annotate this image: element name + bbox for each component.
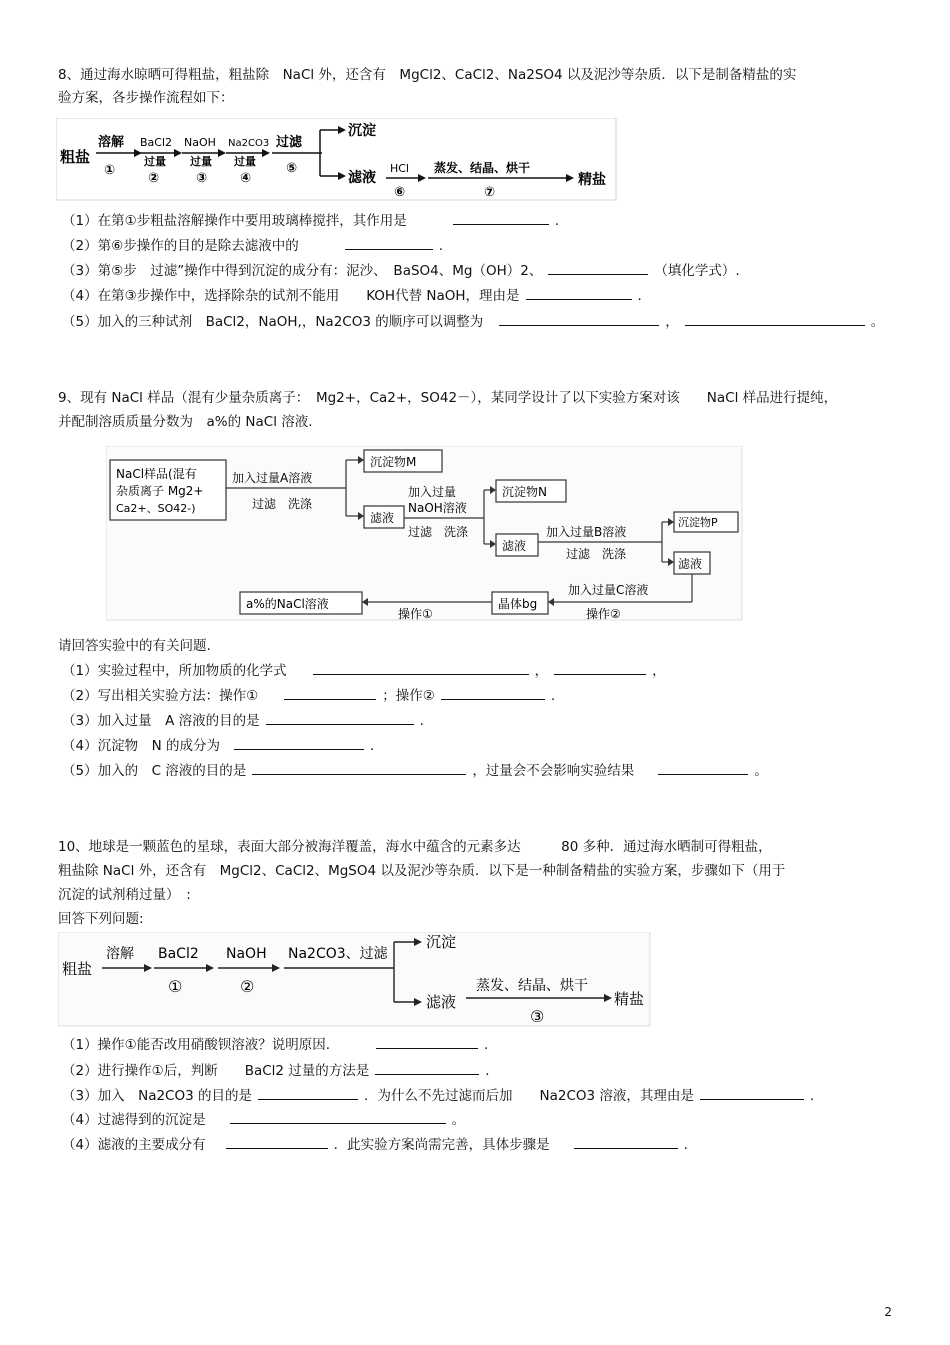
answer-blank[interactable] bbox=[375, 1062, 479, 1075]
flow-label: ④ bbox=[240, 171, 252, 186]
q9-item-3: （3）加入过量 A 溶液的目的是 . bbox=[62, 713, 424, 729]
q8-item-3: （3）第⑤步 过滤”操作中得到沉淀的成分有：泥沙、 BaSO4、Mg（OH）2、 （填化学式）. bbox=[62, 263, 740, 279]
q8-intro-line2: 验方案，各步操作流程如下： bbox=[58, 90, 234, 106]
flow-label: 操作② bbox=[586, 607, 621, 621]
flow-label: ⑤ bbox=[286, 161, 298, 176]
q9-intro-line1: 9、现有 NaCl 样品（混有少量杂质离子： Mg2+，Ca2+，SO42－），某同学设计了以下实验方案对该 NaCl 样品进行提纯， bbox=[58, 390, 838, 406]
q8-item-5: （5）加入的三种试剂 BaCl2，NaOH,，Na2CO3 的顺序可以调整为 ， 。 bbox=[62, 314, 885, 330]
q9-item-4: （4）沉淀物 N 的成分为 . bbox=[62, 738, 375, 754]
q8-item-2: （2）第⑥步操作的目的是除去滤液中的 . bbox=[62, 238, 443, 254]
flow-label: 滤液 bbox=[678, 557, 703, 571]
q8-item-1: （1）在第①步粗盐溶解操作中要用玻璃棒搅拌，其作用是 . bbox=[62, 213, 559, 229]
flow-label: Na2CO3 bbox=[228, 138, 270, 149]
q9-ask: 请回答实验中的有关问题. bbox=[58, 638, 211, 654]
flow-label: 过量 bbox=[144, 155, 166, 168]
q8-flow-precip: 沉淀 bbox=[348, 123, 376, 139]
flow-label: 蒸发、结晶、烘干 bbox=[434, 161, 531, 175]
answer-blank[interactable] bbox=[453, 212, 549, 225]
flow-label: Ca2+、SO42-) bbox=[116, 502, 196, 515]
flow-label: 滤液 bbox=[370, 511, 395, 525]
answer-blank[interactable] bbox=[700, 1087, 804, 1100]
q9-flow-precip-p: 沉淀物P bbox=[678, 516, 718, 529]
q9-flow-solution: a%的NaCl溶液 bbox=[246, 597, 329, 611]
answer-blank[interactable] bbox=[574, 1136, 678, 1149]
answer-blank[interactable] bbox=[526, 287, 632, 300]
q9-flow-crystal: 晶体bg bbox=[498, 597, 538, 611]
flow-label: BaCl2 bbox=[140, 136, 173, 149]
page-number: 2 bbox=[884, 1305, 892, 1319]
flow-label: 杂质离子 Mg2+ bbox=[116, 484, 204, 498]
flow-label: ① bbox=[104, 163, 116, 178]
q10-item-3: （3）加入 Na2CO3 的目的是 ．为什么不先过滤而后加 Na2CO3 溶液，其理由是 . bbox=[62, 1088, 815, 1104]
q9-item-1: （1）实验过程中，所加物质的化学式 ， ， bbox=[62, 663, 666, 679]
flow-label: Na2CO3、过滤 bbox=[288, 946, 388, 962]
flow-label: ⑥ bbox=[394, 185, 406, 200]
answer-blank[interactable] bbox=[234, 737, 364, 750]
flow-label: 过滤 洗涤 bbox=[408, 525, 469, 539]
answer-blank[interactable] bbox=[226, 1136, 328, 1149]
flow-label: BaCl2 bbox=[158, 946, 199, 962]
flow-label: 加入过量 bbox=[408, 485, 457, 499]
flow-label: 过量 bbox=[190, 155, 212, 168]
q10-item-4: （4）过滤得到的沉淀是 。 bbox=[62, 1112, 466, 1128]
flow-label: HCl bbox=[390, 162, 410, 175]
answer-blank[interactable] bbox=[313, 662, 529, 675]
flow-label: 溶解 bbox=[106, 946, 134, 962]
q10-item-2: （2）进行操作①后，判断 BaCl2 过量的方法是 . bbox=[62, 1063, 490, 1079]
q8-item-4: （4）在第③步操作中，选择除杂的试剂不能用 KOH代替 NaOH，理由是 . bbox=[62, 288, 642, 304]
q8-flowchart bbox=[56, 118, 618, 202]
answer-blank[interactable] bbox=[266, 712, 414, 725]
q10-flow-precip: 沉淀 bbox=[426, 933, 457, 951]
answer-blank[interactable] bbox=[685, 313, 865, 326]
q10-intro-line3: 沉淀的试剂稍过量） : bbox=[58, 887, 191, 903]
flow-label: 加入过量C溶液 bbox=[568, 583, 649, 597]
flow-label: 操作① bbox=[398, 607, 433, 621]
flow-label: NaCl样品(混有 bbox=[116, 467, 197, 481]
flow-label: ① bbox=[168, 977, 183, 996]
answer-blank[interactable] bbox=[376, 1036, 478, 1049]
flow-label: NaOH溶液 bbox=[408, 501, 467, 515]
q10-ask: 回答下列问题: bbox=[58, 911, 144, 927]
flow-label: 过滤 洗涤 bbox=[566, 547, 627, 561]
answer-blank[interactable] bbox=[258, 1087, 358, 1100]
flow-label: ③ bbox=[196, 171, 208, 186]
q10-flow-end: 精盐 bbox=[614, 990, 645, 1008]
q10-item-1: （1）操作①能否改用硝酸钡溶液？说明原因. . bbox=[62, 1037, 489, 1053]
flow-label: 过滤 洗涤 bbox=[252, 497, 313, 511]
q10-flow-filtrate: 滤液 bbox=[426, 993, 457, 1011]
flow-label: ⑦ bbox=[484, 185, 496, 200]
q10-intro-line2: 粗盐除 NaCl 外，还含有 MgCl2、CaCl2、MgSO4 以及泥沙等杂质．以下是一种制备精盐的实验方案，步骤如下（用于 bbox=[58, 863, 786, 879]
flow-label: NaOH bbox=[184, 136, 216, 149]
q10-intro-line1: 10、地球是一颗蓝色的星球，表面大部分被海洋覆盖，海水中蕴含的元素多达 80 多种．通过海水晒制可得粗盐， bbox=[58, 839, 772, 855]
q8-intro-line1: 8、通过海水晾晒可得粗盐，粗盐除 NaCl 外，还含有 MgCl2、CaCl2、Na2SO4 以及泥沙等杂质．以下是制备精盐的实 bbox=[58, 67, 797, 83]
flow-label: NaOH bbox=[226, 946, 267, 962]
answer-blank[interactable] bbox=[284, 687, 376, 700]
q9-flow-precip-m: 沉淀物M bbox=[370, 455, 417, 469]
q9-flow-precip-n: 沉淀物N bbox=[502, 485, 547, 499]
flow-label: 加入过量B溶液 bbox=[546, 525, 627, 539]
q9-item-2: （2）写出相关实验方法：操作① ；操作② . bbox=[62, 688, 556, 704]
q8-flow-end: 精盐 bbox=[578, 172, 606, 188]
flow-label: 过量 bbox=[234, 155, 256, 168]
answer-blank[interactable] bbox=[499, 313, 659, 326]
flow-label: 溶解 bbox=[98, 135, 125, 150]
answer-blank[interactable] bbox=[441, 687, 545, 700]
answer-blank[interactable] bbox=[230, 1111, 446, 1124]
answer-blank[interactable] bbox=[252, 762, 466, 775]
flow-label: 加入过量A溶液 bbox=[232, 471, 313, 485]
q10-flowchart bbox=[58, 932, 652, 1028]
q9-item-5: （5）加入的 C 溶液的目的是 ，过量会不会影响实验结果 。 bbox=[62, 763, 768, 779]
flow-label: ② bbox=[240, 977, 255, 996]
q9-intro-line2: 并配制溶质质量分数为 a%的 NaCl 溶液. bbox=[58, 414, 313, 430]
flow-label: ③ bbox=[530, 1007, 545, 1026]
q10-item-5: （4）滤液的主要成分有 ．此实验方案尚需完善，具体步骤是 . bbox=[62, 1137, 688, 1153]
answer-blank[interactable] bbox=[658, 762, 748, 775]
answer-blank[interactable] bbox=[554, 662, 646, 675]
answer-blank[interactable] bbox=[548, 262, 648, 275]
flow-label: 滤液 bbox=[502, 539, 527, 553]
q10-flow-start: 粗盐 bbox=[62, 960, 93, 978]
flow-label: ② bbox=[148, 171, 160, 186]
q8-flow-filtrate: 滤液 bbox=[348, 170, 376, 186]
q9-flowchart bbox=[106, 446, 744, 622]
answer-blank[interactable] bbox=[345, 237, 433, 250]
flow-label: 过滤 bbox=[276, 135, 303, 150]
flow-label: 蒸发、结晶、烘干 bbox=[476, 978, 588, 994]
q8-flow-start: 粗盐 bbox=[60, 148, 91, 166]
